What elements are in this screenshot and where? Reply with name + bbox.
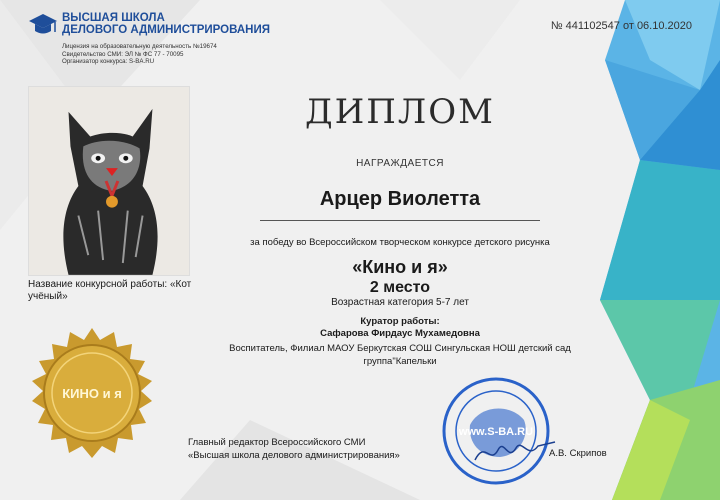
org-name-line2: ДЕЛОВОГО АДМИНИСТРИРОВАНИЯ <box>62 24 271 36</box>
org-logo <box>28 12 270 38</box>
graduation-cap-icon <box>28 12 58 38</box>
for-win-text: за победу во Всероссийском творческом конкурсе детского рисунка <box>250 237 550 248</box>
artwork-title: Название конкурсной работы: «Кот учёный» <box>28 279 192 302</box>
place-text: 2 место <box>369 279 431 296</box>
signature <box>470 430 560 470</box>
license-text: Лицензия на образовательную деятельность №19674 <box>62 43 217 50</box>
name-underline <box>260 220 540 221</box>
org-name <box>62 12 270 36</box>
awarded-label: НАГРАЖДАЕТСЯ <box>356 158 444 169</box>
stamp-text: www.S-BA.RU <box>458 426 534 438</box>
curator-label: Куратор работы: <box>360 316 440 327</box>
recipient-name: Арцер Виолетта <box>319 188 481 210</box>
org-details <box>62 43 217 66</box>
curator-name: Сафарова Фирдаус Мухамедовна <box>320 328 480 339</box>
editor-block <box>188 437 400 462</box>
organizer-text: Организатор конкурса: S-BA.RU <box>62 58 155 66</box>
gold-seal <box>22 326 162 466</box>
contest-name: «Кино и я» <box>352 257 448 277</box>
doc-number: № 441102547 от 06.10.2020 <box>550 20 692 32</box>
seal-text: КИНО и я <box>62 386 122 401</box>
age-category: Возрастная категория 5-7 лет <box>331 297 469 308</box>
media-cert-text: Свидетельство СМИ: ЭЛ № ФС 77 - 70095 <box>62 50 184 58</box>
curator-position: Воспитатель, Филиал МАОУ Беркутская СОШ Сингульская НОШ детский сад группа"Капельки <box>229 343 571 367</box>
editor-line2: «Высшая школа делового администрирования» <box>188 449 400 461</box>
org-name-line1: ВЫСШАЯ ШКОЛА <box>62 12 165 24</box>
signer-name: А.В. Скрипов <box>549 448 607 459</box>
diploma-title: ДИПЛОМ <box>304 92 495 132</box>
editor-line1: Главный редактор Всероссийского СМИ <box>188 437 366 448</box>
